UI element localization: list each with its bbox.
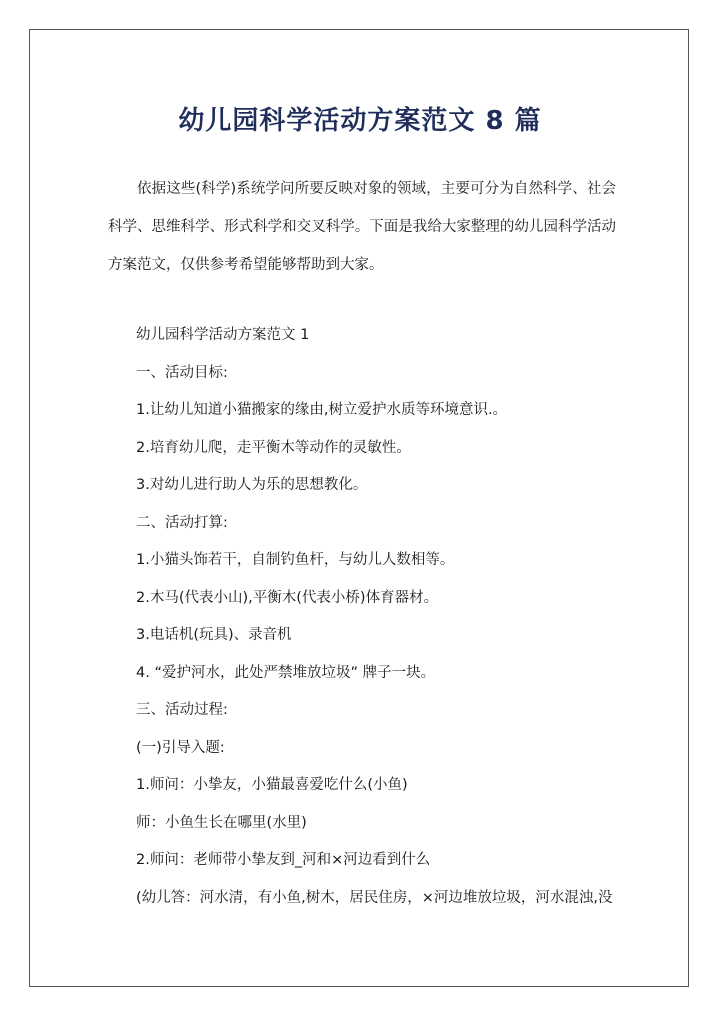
body-line: 2.培育幼儿爬，走平衡木等动作的灵敏性。 bbox=[136, 439, 411, 456]
body-line: (一)引导入题: bbox=[136, 739, 225, 756]
body-line: 3.电话机(玩具)、录音机 bbox=[136, 627, 292, 643]
section-subheading: 一、活动目标: bbox=[136, 364, 228, 381]
document-title: 幼儿园科学活动方案范文 8 篇 bbox=[178, 106, 542, 136]
body-line: 1.让幼儿知道小猫搬家的缘由,树立爱护水质等环境意识.。 bbox=[136, 402, 508, 418]
body-line: 1.师问：小挚友，小猫最喜爱吃什么(小鱼) bbox=[136, 777, 408, 793]
body-line: 2.木马(代表小山),平衡木(代表小桥)体育器材。 bbox=[136, 589, 439, 606]
document-body bbox=[136, 322, 626, 922]
section-heading: 幼儿园科学活动方案范文 1 bbox=[136, 327, 310, 343]
body-line: 1.小猫头饰若干，自制钓鱼杆，与幼儿人数相等。 bbox=[136, 552, 455, 568]
body-line: 2.师问：老师带小挚友到_河和×河边看到什么 bbox=[136, 852, 431, 868]
body-line: 师：小鱼生长在哪里(水里) bbox=[136, 814, 307, 831]
body-line: 3.对幼儿进行助人为乐的思想教化。 bbox=[136, 477, 368, 493]
intro-paragraph: 依据这些(科学)系统学问所要反映对象的领域，主要可分为自然科学、社会科学、思维科学、形式科学和交叉科学。下面是我给大家整理的幼儿园科学活动方案范文，仅供参考希望能够帮助到大家。 bbox=[108, 181, 616, 273]
body-line: (幼儿答：河水清，有小鱼,树木，居民住房，×河边堆放垃圾，河水混浊,没 bbox=[136, 889, 613, 906]
body-line: 4. “爱护河水，此处严禁堆放垃圾” 牌子一块。 bbox=[136, 664, 436, 681]
section-subheading: 二、活动打算: bbox=[136, 514, 228, 531]
section-subheading: 三、活动过程: bbox=[136, 702, 228, 718]
